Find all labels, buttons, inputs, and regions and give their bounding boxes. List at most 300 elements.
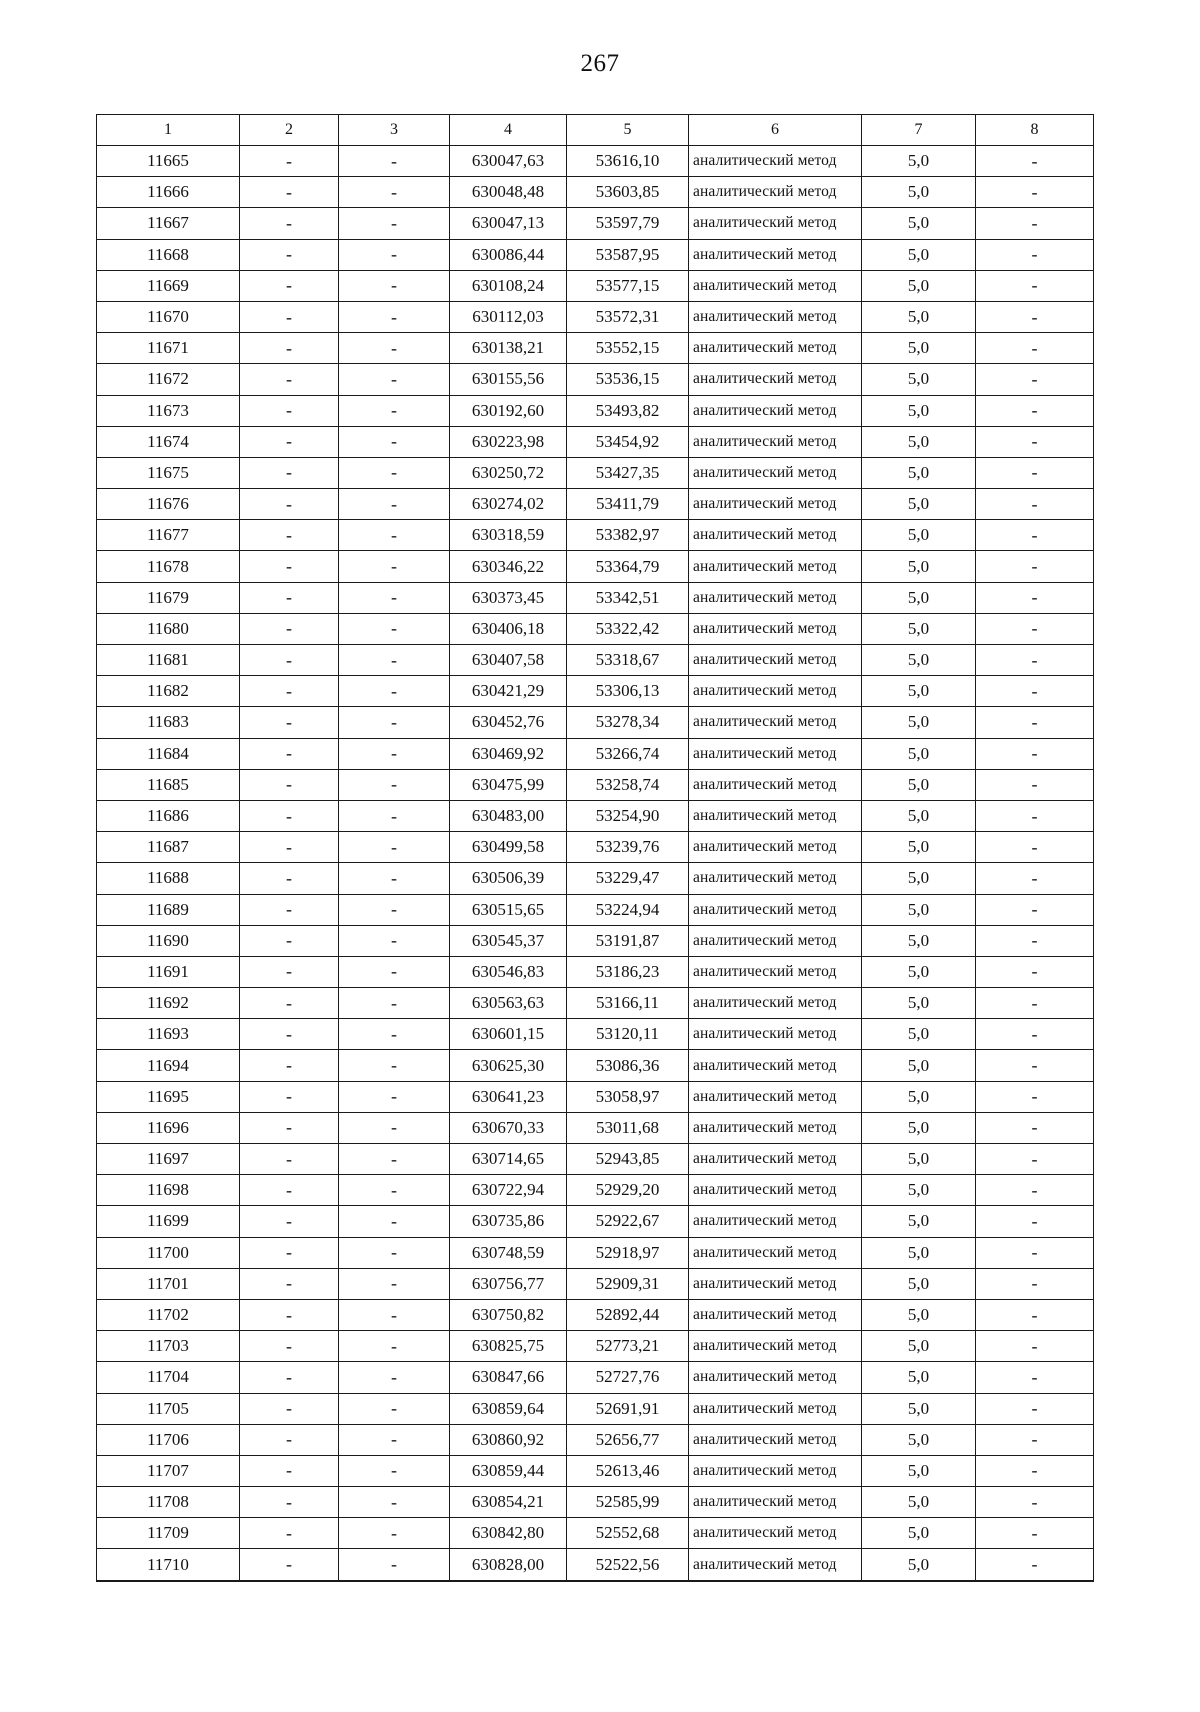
point-number-cell: 11681 <box>97 645 240 676</box>
col-8-cell: - <box>976 1549 1094 1581</box>
col-3-cell: - <box>339 1393 450 1424</box>
col-3-cell: - <box>339 1019 450 1050</box>
accuracy-cell: 5,0 <box>862 426 976 457</box>
table-row <box>97 676 1094 707</box>
coord-x-cell: 630859,44 <box>450 1455 567 1486</box>
coord-y-cell: 52929,20 <box>567 1175 689 1206</box>
accuracy-cell: 5,0 <box>862 925 976 956</box>
col-2-cell: - <box>240 956 339 987</box>
coord-y-cell: 53186,23 <box>567 956 689 987</box>
coord-y-cell: 53166,11 <box>567 988 689 1019</box>
point-number-cell: 11673 <box>97 395 240 426</box>
point-number-cell: 11709 <box>97 1518 240 1549</box>
point-number-cell: 11707 <box>97 1455 240 1486</box>
col-3-cell: - <box>339 333 450 364</box>
col-2-cell: - <box>240 1019 339 1050</box>
col-3-cell: - <box>339 239 450 270</box>
coord-x-cell: 630625,30 <box>450 1050 567 1081</box>
accuracy-cell: 5,0 <box>862 1175 976 1206</box>
coord-y-cell: 52943,85 <box>567 1144 689 1175</box>
col-8-cell: - <box>976 301 1094 332</box>
col-3-cell: - <box>339 613 450 644</box>
method-cell: аналитический метод <box>689 800 862 831</box>
col-8-cell: - <box>976 1393 1094 1424</box>
table-row <box>97 146 1094 177</box>
point-number-cell: 11687 <box>97 832 240 863</box>
accuracy-cell: 5,0 <box>862 177 976 208</box>
method-cell: аналитический метод <box>689 1393 862 1424</box>
table-row <box>97 426 1094 457</box>
col-8-cell: - <box>976 146 1094 177</box>
accuracy-cell: 5,0 <box>862 551 976 582</box>
col-3-cell: - <box>339 1268 450 1299</box>
method-cell: аналитический метод <box>689 925 862 956</box>
coord-x-cell: 630601,15 <box>450 1019 567 1050</box>
point-number-cell: 11710 <box>97 1549 240 1581</box>
header-cell-7: 7 <box>862 115 976 146</box>
method-cell: аналитический метод <box>689 1050 862 1081</box>
col-2-cell: - <box>240 301 339 332</box>
coord-x-cell: 630047,13 <box>450 208 567 239</box>
point-number-cell: 11694 <box>97 1050 240 1081</box>
coord-y-cell: 53229,47 <box>567 863 689 894</box>
point-number-cell: 11699 <box>97 1206 240 1237</box>
point-number-cell: 11686 <box>97 800 240 831</box>
method-cell: аналитический метод <box>689 1268 862 1299</box>
point-number-cell: 11672 <box>97 364 240 395</box>
col-8-cell: - <box>976 489 1094 520</box>
col-3-cell: - <box>339 1299 450 1330</box>
method-cell: аналитический метод <box>689 1331 862 1362</box>
col-3-cell: - <box>339 769 450 800</box>
coord-y-cell: 53411,79 <box>567 489 689 520</box>
col-3-cell: - <box>339 863 450 894</box>
point-number-cell: 11678 <box>97 551 240 582</box>
coord-x-cell: 630750,82 <box>450 1299 567 1330</box>
accuracy-cell: 5,0 <box>862 1487 976 1518</box>
accuracy-cell: 5,0 <box>862 1518 976 1549</box>
coord-y-cell: 53322,42 <box>567 613 689 644</box>
point-number-cell: 11688 <box>97 863 240 894</box>
method-cell: аналитический метод <box>689 1081 862 1112</box>
point-number-cell: 11668 <box>97 239 240 270</box>
coord-x-cell: 630406,18 <box>450 613 567 644</box>
method-cell: аналитический метод <box>689 146 862 177</box>
coord-x-cell: 630155,56 <box>450 364 567 395</box>
col-2-cell: - <box>240 1455 339 1486</box>
accuracy-cell: 5,0 <box>862 832 976 863</box>
coord-x-cell: 630250,72 <box>450 457 567 488</box>
col-8-cell: - <box>976 956 1094 987</box>
col-3-cell: - <box>339 832 450 863</box>
coord-y-cell: 53191,87 <box>567 925 689 956</box>
col-8-cell: - <box>976 1331 1094 1362</box>
col-2-cell: - <box>240 925 339 956</box>
coord-y-cell: 53454,92 <box>567 426 689 457</box>
coord-x-cell: 630545,37 <box>450 925 567 956</box>
table-row <box>97 395 1094 426</box>
coord-x-cell: 630138,21 <box>450 333 567 364</box>
col-3-cell: - <box>339 551 450 582</box>
coord-y-cell: 53587,95 <box>567 239 689 270</box>
coord-y-cell: 53427,35 <box>567 457 689 488</box>
col-3-cell: - <box>339 364 450 395</box>
point-number-cell: 11701 <box>97 1268 240 1299</box>
coord-y-cell: 52909,31 <box>567 1268 689 1299</box>
method-cell: аналитический метод <box>689 707 862 738</box>
coord-x-cell: 630274,02 <box>450 489 567 520</box>
coord-y-cell: 53318,67 <box>567 645 689 676</box>
accuracy-cell: 5,0 <box>862 208 976 239</box>
coord-y-cell: 53572,31 <box>567 301 689 332</box>
coord-y-cell: 53536,15 <box>567 364 689 395</box>
coord-x-cell: 630735,86 <box>450 1206 567 1237</box>
table-body <box>97 146 1094 1581</box>
accuracy-cell: 5,0 <box>862 956 976 987</box>
accuracy-cell: 5,0 <box>862 1549 976 1581</box>
col-2-cell: - <box>240 769 339 800</box>
coord-x-cell: 630108,24 <box>450 270 567 301</box>
accuracy-cell: 5,0 <box>862 800 976 831</box>
coord-x-cell: 630714,65 <box>450 1144 567 1175</box>
page-number: 267 <box>580 50 620 77</box>
point-number-cell: 11679 <box>97 582 240 613</box>
table-row <box>97 457 1094 488</box>
method-cell: аналитический метод <box>689 301 862 332</box>
col-2-cell: - <box>240 333 339 364</box>
header-cell-8: 8 <box>976 115 1094 146</box>
col-8-cell: - <box>976 364 1094 395</box>
point-number-cell: 11685 <box>97 769 240 800</box>
point-number-cell: 11692 <box>97 988 240 1019</box>
col-3-cell: - <box>339 1487 450 1518</box>
col-2-cell: - <box>240 270 339 301</box>
header-cell-1: 1 <box>97 115 240 146</box>
col-3-cell: - <box>339 925 450 956</box>
col-8-cell: - <box>976 551 1094 582</box>
col-3-cell: - <box>339 1144 450 1175</box>
table-row <box>97 1112 1094 1143</box>
col-8-cell: - <box>976 582 1094 613</box>
col-3-cell: - <box>339 301 450 332</box>
point-number-cell: 11705 <box>97 1393 240 1424</box>
coord-y-cell: 52552,68 <box>567 1518 689 1549</box>
coord-y-cell: 53364,79 <box>567 551 689 582</box>
method-cell: аналитический метод <box>689 1144 862 1175</box>
col-3-cell: - <box>339 457 450 488</box>
coord-y-cell: 53266,74 <box>567 738 689 769</box>
col-2-cell: - <box>240 146 339 177</box>
coord-x-cell: 630854,21 <box>450 1487 567 1518</box>
col-2-cell: - <box>240 1268 339 1299</box>
coord-x-cell: 630421,29 <box>450 676 567 707</box>
method-cell: аналитический метод <box>689 1362 862 1393</box>
table-row <box>97 1549 1094 1581</box>
method-cell: аналитический метод <box>689 208 862 239</box>
accuracy-cell: 5,0 <box>862 1237 976 1268</box>
col-3-cell: - <box>339 800 450 831</box>
point-number-cell: 11690 <box>97 925 240 956</box>
col-3-cell: - <box>339 582 450 613</box>
col-8-cell: - <box>976 270 1094 301</box>
method-cell: аналитический метод <box>689 395 862 426</box>
col-3-cell: - <box>339 270 450 301</box>
point-number-cell: 11665 <box>97 146 240 177</box>
table-row <box>97 1362 1094 1393</box>
col-8-cell: - <box>976 239 1094 270</box>
coord-y-cell: 52656,77 <box>567 1424 689 1455</box>
col-3-cell: - <box>339 1424 450 1455</box>
table-row <box>97 582 1094 613</box>
col-3-cell: - <box>339 1112 450 1143</box>
col-2-cell: - <box>240 1549 339 1581</box>
accuracy-cell: 5,0 <box>862 1299 976 1330</box>
col-8-cell: - <box>976 426 1094 457</box>
col-3-cell: - <box>339 1331 450 1362</box>
col-3-cell: - <box>339 707 450 738</box>
accuracy-cell: 5,0 <box>862 1019 976 1050</box>
col-8-cell: - <box>976 1518 1094 1549</box>
col-2-cell: - <box>240 1518 339 1549</box>
accuracy-cell: 5,0 <box>862 1081 976 1112</box>
accuracy-cell: 5,0 <box>862 1455 976 1486</box>
method-cell: аналитический метод <box>689 333 862 364</box>
accuracy-cell: 5,0 <box>862 395 976 426</box>
point-number-cell: 11671 <box>97 333 240 364</box>
method-cell: аналитический метод <box>689 551 862 582</box>
method-cell: аналитический метод <box>689 1299 862 1330</box>
point-number-cell: 11708 <box>97 1487 240 1518</box>
coord-y-cell: 53493,82 <box>567 395 689 426</box>
method-cell: аналитический метод <box>689 1237 862 1268</box>
accuracy-cell: 5,0 <box>862 988 976 1019</box>
col-8-cell: - <box>976 395 1094 426</box>
col-2-cell: - <box>240 1362 339 1393</box>
coord-x-cell: 630048,48 <box>450 177 567 208</box>
point-number-cell: 11677 <box>97 520 240 551</box>
accuracy-cell: 5,0 <box>862 645 976 676</box>
point-number-cell: 11676 <box>97 489 240 520</box>
col-3-cell: - <box>339 1206 450 1237</box>
table-row <box>97 1019 1094 1050</box>
header-cell-3: 3 <box>339 115 450 146</box>
col-2-cell: - <box>240 707 339 738</box>
method-cell: аналитический метод <box>689 645 862 676</box>
accuracy-cell: 5,0 <box>862 1112 976 1143</box>
coord-y-cell: 53278,34 <box>567 707 689 738</box>
col-8-cell: - <box>976 520 1094 551</box>
col-3-cell: - <box>339 956 450 987</box>
table-row <box>97 1455 1094 1486</box>
col-2-cell: - <box>240 645 339 676</box>
coord-y-cell: 53058,97 <box>567 1081 689 1112</box>
col-3-cell: - <box>339 1455 450 1486</box>
col-2-cell: - <box>240 520 339 551</box>
table-row <box>97 707 1094 738</box>
table-row <box>97 1144 1094 1175</box>
table-row <box>97 956 1094 987</box>
point-number-cell: 11696 <box>97 1112 240 1143</box>
col-8-cell: - <box>976 1237 1094 1268</box>
point-number-cell: 11670 <box>97 301 240 332</box>
point-number-cell: 11669 <box>97 270 240 301</box>
point-number-cell: 11691 <box>97 956 240 987</box>
accuracy-cell: 5,0 <box>862 1424 976 1455</box>
coord-x-cell: 630475,99 <box>450 769 567 800</box>
col-8-cell: - <box>976 1175 1094 1206</box>
col-2-cell: - <box>240 208 339 239</box>
method-cell: аналитический метод <box>689 894 862 925</box>
accuracy-cell: 5,0 <box>862 239 976 270</box>
col-2-cell: - <box>240 1175 339 1206</box>
table-row <box>97 208 1094 239</box>
col-3-cell: - <box>339 1549 450 1581</box>
coord-x-cell: 630828,00 <box>450 1549 567 1581</box>
table-row <box>97 1331 1094 1362</box>
table-row <box>97 863 1094 894</box>
accuracy-cell: 5,0 <box>862 301 976 332</box>
col-2-cell: - <box>240 894 339 925</box>
col-3-cell: - <box>339 1050 450 1081</box>
table-row <box>97 800 1094 831</box>
point-number-cell: 11706 <box>97 1424 240 1455</box>
coord-y-cell: 52585,99 <box>567 1487 689 1518</box>
point-number-cell: 11689 <box>97 894 240 925</box>
col-8-cell: - <box>976 1019 1094 1050</box>
point-number-cell: 11697 <box>97 1144 240 1175</box>
method-cell: аналитический метод <box>689 1424 862 1455</box>
method-cell: аналитический метод <box>689 1518 862 1549</box>
header-cell-4: 4 <box>450 115 567 146</box>
table-row <box>97 738 1094 769</box>
col-2-cell: - <box>240 613 339 644</box>
coord-y-cell: 52918,97 <box>567 1237 689 1268</box>
col-2-cell: - <box>240 738 339 769</box>
coord-y-cell: 53224,94 <box>567 894 689 925</box>
accuracy-cell: 5,0 <box>862 613 976 644</box>
col-8-cell: - <box>976 1050 1094 1081</box>
accuracy-cell: 5,0 <box>862 270 976 301</box>
table-row <box>97 1424 1094 1455</box>
coord-x-cell: 630192,60 <box>450 395 567 426</box>
col-3-cell: - <box>339 676 450 707</box>
coord-y-cell: 53258,74 <box>567 769 689 800</box>
col-8-cell: - <box>976 1487 1094 1518</box>
method-cell: аналитический метод <box>689 1175 862 1206</box>
table-row <box>97 520 1094 551</box>
table-row <box>97 1487 1094 1518</box>
coord-x-cell: 630483,00 <box>450 800 567 831</box>
table-row <box>97 1518 1094 1549</box>
col-8-cell: - <box>976 1455 1094 1486</box>
method-cell: аналитический метод <box>689 956 862 987</box>
col-3-cell: - <box>339 1237 450 1268</box>
method-cell: аналитический метод <box>689 520 862 551</box>
accuracy-cell: 5,0 <box>862 1268 976 1299</box>
accuracy-cell: 5,0 <box>862 863 976 894</box>
method-cell: аналитический метод <box>689 426 862 457</box>
header-row <box>97 115 1094 146</box>
coord-x-cell: 630499,58 <box>450 832 567 863</box>
col-8-cell: - <box>976 894 1094 925</box>
col-2-cell: - <box>240 426 339 457</box>
col-8-cell: - <box>976 457 1094 488</box>
col-2-cell: - <box>240 582 339 613</box>
method-cell: аналитический метод <box>689 832 862 863</box>
point-number-cell: 11703 <box>97 1331 240 1362</box>
point-number-cell: 11680 <box>97 613 240 644</box>
col-3-cell: - <box>339 146 450 177</box>
accuracy-cell: 5,0 <box>862 769 976 800</box>
table-row <box>97 988 1094 1019</box>
accuracy-cell: 5,0 <box>862 520 976 551</box>
col-8-cell: - <box>976 925 1094 956</box>
table-row <box>97 489 1094 520</box>
col-3-cell: - <box>339 426 450 457</box>
accuracy-cell: 5,0 <box>862 1206 976 1237</box>
accuracy-cell: 5,0 <box>862 1362 976 1393</box>
col-2-cell: - <box>240 239 339 270</box>
col-3-cell: - <box>339 645 450 676</box>
col-2-cell: - <box>240 1487 339 1518</box>
accuracy-cell: 5,0 <box>862 1393 976 1424</box>
coord-x-cell: 630859,64 <box>450 1393 567 1424</box>
method-cell: аналитический метод <box>689 613 862 644</box>
col-8-cell: - <box>976 1268 1094 1299</box>
col-8-cell: - <box>976 1112 1094 1143</box>
col-2-cell: - <box>240 988 339 1019</box>
coord-y-cell: 52892,44 <box>567 1299 689 1330</box>
col-8-cell: - <box>976 1299 1094 1330</box>
col-8-cell: - <box>976 333 1094 364</box>
coord-x-cell: 630847,66 <box>450 1362 567 1393</box>
table-row <box>97 613 1094 644</box>
accuracy-cell: 5,0 <box>862 1050 976 1081</box>
coord-x-cell: 630515,65 <box>450 894 567 925</box>
method-cell: аналитический метод <box>689 1455 862 1486</box>
header-cell-5: 5 <box>567 115 689 146</box>
col-2-cell: - <box>240 1081 339 1112</box>
method-cell: аналитический метод <box>689 863 862 894</box>
coord-x-cell: 630563,63 <box>450 988 567 1019</box>
coord-y-cell: 53086,36 <box>567 1050 689 1081</box>
method-cell: аналитический метод <box>689 769 862 800</box>
method-cell: аналитический метод <box>689 1206 862 1237</box>
col-8-cell: - <box>976 800 1094 831</box>
table-row <box>97 832 1094 863</box>
coord-x-cell: 630346,22 <box>450 551 567 582</box>
table-row <box>97 1237 1094 1268</box>
coord-x-cell: 630825,75 <box>450 1331 567 1362</box>
accuracy-cell: 5,0 <box>862 364 976 395</box>
coord-x-cell: 630047,63 <box>450 146 567 177</box>
col-3-cell: - <box>339 1518 450 1549</box>
accuracy-cell: 5,0 <box>862 333 976 364</box>
col-3-cell: - <box>339 738 450 769</box>
coord-y-cell: 53552,15 <box>567 333 689 364</box>
coord-x-cell: 630546,83 <box>450 956 567 987</box>
point-number-cell: 11666 <box>97 177 240 208</box>
table-row <box>97 894 1094 925</box>
coord-x-cell: 630407,58 <box>450 645 567 676</box>
coord-y-cell: 53306,13 <box>567 676 689 707</box>
coord-x-cell: 630842,80 <box>450 1518 567 1549</box>
coord-y-cell: 53239,76 <box>567 832 689 863</box>
col-8-cell: - <box>976 832 1094 863</box>
table-row <box>97 925 1094 956</box>
table-row <box>97 1050 1094 1081</box>
method-cell: аналитический метод <box>689 1019 862 1050</box>
